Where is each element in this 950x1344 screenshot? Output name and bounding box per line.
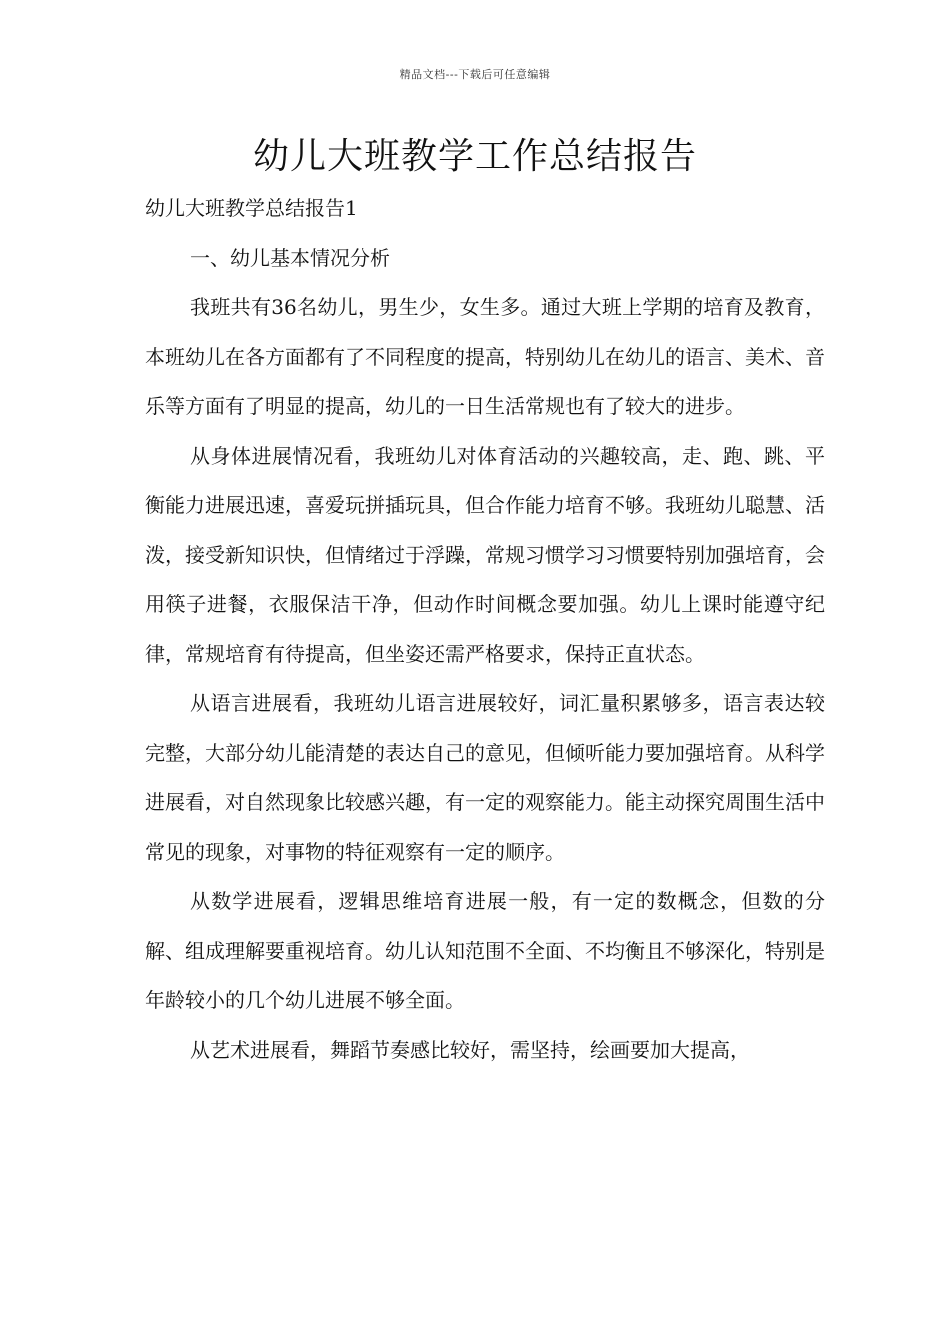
body-paragraph: 从语言进展看，我班幼儿语言进展较好，词汇量积累够多，语言表达较完整，大部分幼儿能清楚的表达自己的意见，但倾听能力要加强培育。从科学进展看，对自然现象比较感兴趣，有一定的观察能力。能主动探究周围生活中常见的现象，对事物的特征观察有一定的顺序。	[145, 691, 825, 864]
document-body	[145, 184, 825, 1075]
document-title: 幼儿大班教学工作总结报告	[252, 136, 697, 177]
body-paragraph: 从数学进展看，逻辑思维培育进展一般，有一定的数概念，但数的分解、组成理解要重视培育。幼儿认知范围不全面、不均衡且不够深化，特别是年龄较小的几个幼儿进展不够全面。	[145, 889, 825, 1012]
body-paragraph: 从身体进展情况看，我班幼儿对体育活动的兴趣较高，走、跑、跳、平衡能力进展迅速，喜爱玩拼插玩具，但合作能力培育不够。我班幼儿聪慧、活泼，接受新知识快，但情绪过于浮躁，常规习惯学习习惯要特别加强培育，会用筷子进餐，衣服保洁干净，但动作时间概念要加强。幼儿上课时能遵守纪律，常规培育有待提高，但坐姿还需严格要求，保持正直状态。	[145, 443, 825, 666]
header-note: 精品文档---下载后可任意编辑	[399, 68, 551, 81]
body-paragraph: 从艺术进展看，舞蹈节奏感比较好，需坚持，绘画要加大提高，	[190, 1037, 750, 1062]
section-heading: 一、幼儿基本情况分析	[190, 245, 390, 270]
body-paragraph: 我班共有36名幼儿，男生少，女生多。通过大班上学期的培育及教育，本班幼儿在各方面都有了不同程度的提高，特别幼儿在幼儿的语言、美术、音乐等方面有了明显的提高，幼儿的一日生活常规也有了较大的进步。	[145, 295, 825, 418]
report-subtitle: 幼儿大班教学总结报告1	[145, 196, 358, 220]
